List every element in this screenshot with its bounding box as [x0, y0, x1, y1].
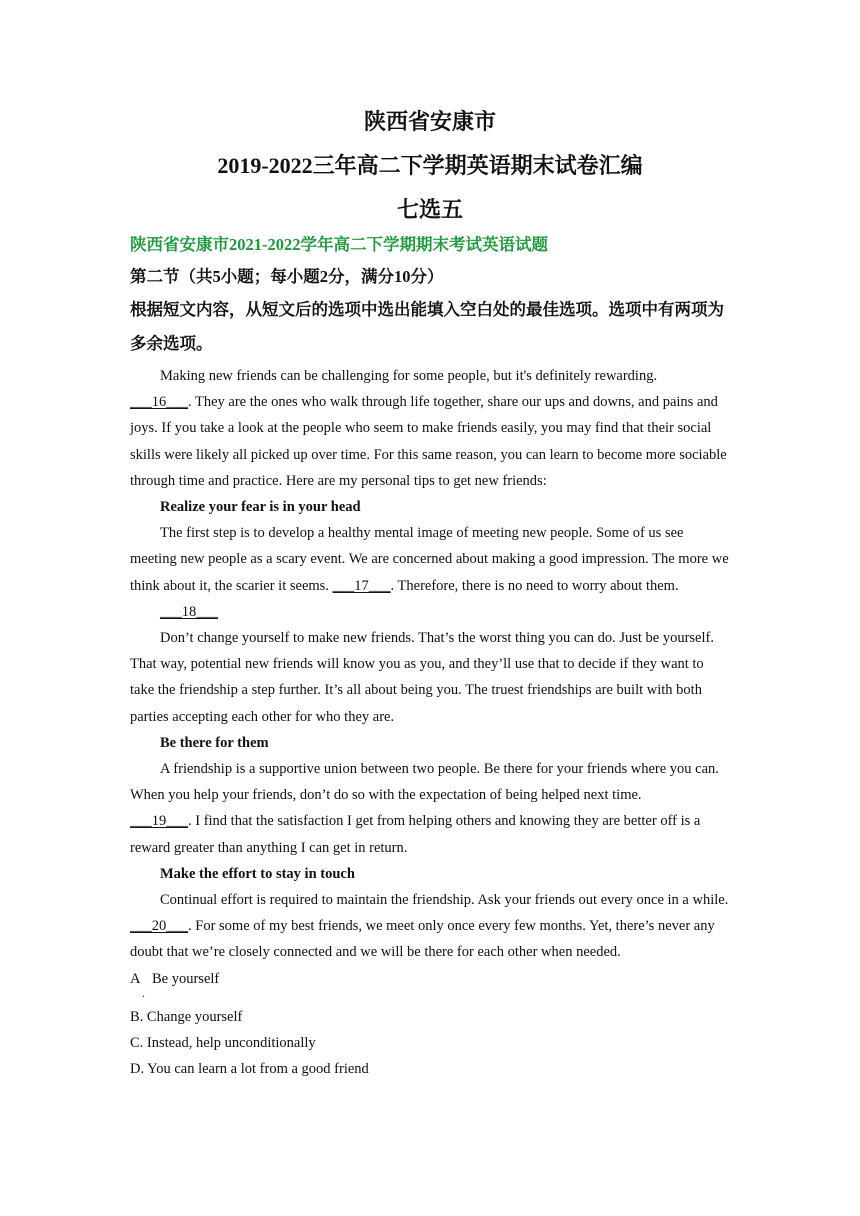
document-title: [0, 100, 860, 232]
part-heading: 第二节（共5小题；每小题2分，满分10分）: [130, 267, 444, 286]
blank-16: ___16___: [130, 394, 188, 411]
paragraph-text: . For some of my best friends, we meet only once every few months. Yet, there’s never any doubt that we’re closely connected and we will be there for each other when needed.: [130, 918, 715, 961]
paragraph-text: Making new friends can be challenging for some people, but it's definitely rewarding.: [160, 368, 658, 384]
passage-paragraph-2: [130, 520, 730, 599]
option-b: B. Change yourself: [130, 1008, 243, 1025]
blank-20: ___20___: [130, 918, 188, 935]
passage-paragraph-1: [130, 363, 730, 494]
paragraph-text: Continual effort is required to maintain the friendship. Ask your friends out every once in a while.: [160, 892, 729, 909]
option-a-letter: A: [130, 970, 141, 987]
title-region: 陕西省安康市: [363, 109, 496, 134]
passage: [130, 363, 730, 966]
option-c: C. Instead, help unconditionally: [130, 1034, 316, 1051]
source-heading: 陕西省安康市2021-2022学年高二下学期期末考试英语试题: [130, 235, 548, 254]
exam-content: [130, 230, 730, 1082]
blank-17: ___17___: [332, 577, 391, 594]
title-collection: 2019-2022三年高二下学期英语期末试卷汇编: [217, 153, 643, 178]
subheading-fear: Realize your fear is in your head: [160, 499, 361, 516]
paragraph-text: The first step is to develop a healthy mental image of meeting new people. Some of us see meeting new people as a scary event. We are concerned about making a good impression. The more we think about it, the scarier it seems.: [130, 525, 729, 594]
subheading-be-there: Be there for them: [160, 734, 269, 751]
paragraph-text: . I find that the satisfaction I get from helping others and knowing they are better off is a reward greater than anything I can get in return.: [130, 813, 701, 856]
paragraph-text: A friendship is a supportive union between two people. Be there for your friends where you can. When you help your friends, don’t do so with the expectation of being helped next time.: [130, 761, 719, 804]
passage-paragraph-3: Don’t change yourself to make new friends. That’s the worst thing you can do. Just be yourself. That way, potential new friends will know you as you, and they’ll use that to decide if they want to take the friendship a step further. It’s all about being you. The truest friendships are built with both parties accepting each other for who they are.: [130, 630, 714, 725]
option-a-text: Be yourself: [152, 970, 220, 987]
passage-paragraph-5: [130, 887, 730, 966]
options-list: [130, 966, 730, 1083]
blank-18-line: [160, 599, 730, 625]
option-a: [130, 966, 730, 1004]
passage-paragraph-4: [130, 756, 730, 861]
title-question-type: 七选五: [396, 197, 463, 222]
blank-19: ___19___: [130, 813, 188, 830]
subheading-stay-in-touch: Make the effort to stay in touch: [160, 865, 355, 882]
paragraph-text: . Therefore, there is no need to worry about them.: [390, 577, 679, 594]
instruction-text: 根据短文内容，从短文后的选项中选出能填入空白处的最佳选项。选项中有两项为多余选项。: [130, 300, 724, 353]
paragraph-text: . They are the ones who walk through life together, share our ups and downs, and pains and joys. If you take a look at the people who seem to make friends easily, you may find that their social skills were likely all picked up over time. For this same reason, you can learn to become more sociable through time and practice. Here are my personal tips to get new friends:: [130, 394, 727, 489]
option-a-dot: .: [142, 985, 145, 1000]
blank-18: ___18___: [160, 603, 218, 620]
option-d: D. You can learn a lot from a good friend: [130, 1061, 369, 1078]
